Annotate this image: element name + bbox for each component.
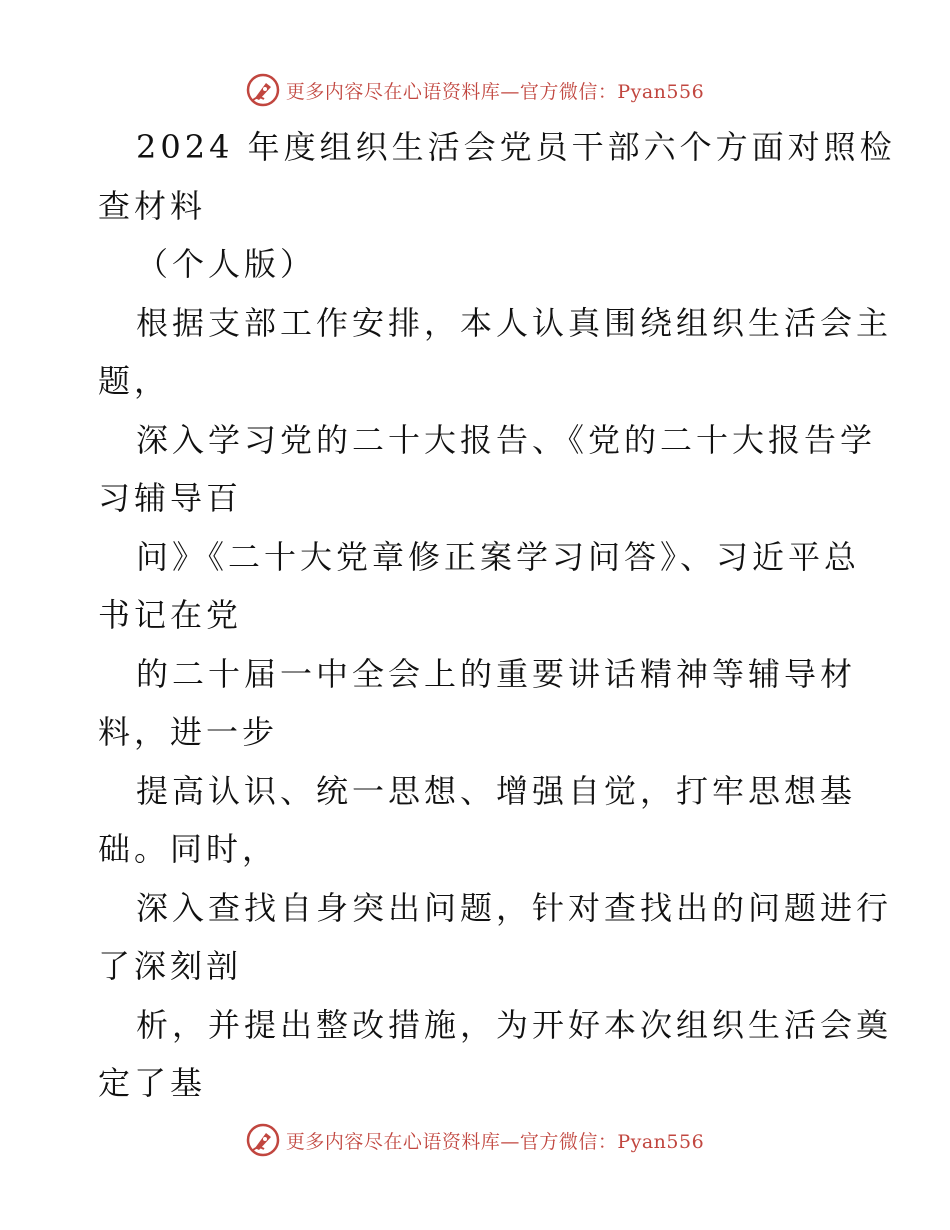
paragraph-line: 础。同时，: [98, 830, 279, 868]
paragraph-line: 深入查找自身突出问题，针对查找出的问题进行: [136, 888, 893, 927]
paragraph-line: 书记在党: [98, 596, 243, 634]
document-body: [98, 118, 896, 1113]
paragraph-line: 深入学习党的二十大报告、《党的二十大报告学: [136, 420, 877, 459]
paragraph-line: 料，进一步: [98, 713, 279, 751]
paragraph-line: 定了基: [98, 1064, 207, 1102]
paragraph-line: 习辅导百: [98, 479, 243, 517]
paragraph-line: 根据支部工作安排，本人认真围绕组织生活会主: [136, 303, 893, 342]
footer-watermark-banner: [0, 1120, 950, 1160]
paragraph-line: 析，并提出整改措施，为开好本次组织生活会奠: [136, 1005, 893, 1044]
header-watermark-banner: [0, 70, 950, 110]
paragraph-line: 的二十届一中全会上的重要讲话精神等辅导材: [136, 654, 857, 693]
paragraph-line: 题，: [98, 362, 171, 400]
paragraph-line: 提高认识、统一思想、增强自觉，打牢思想基: [136, 771, 857, 810]
pen-nib-logo-icon: [246, 1123, 280, 1157]
header-banner-text: 更多内容尽在心语资料库—官方微信：Pyan556: [285, 80, 705, 103]
paragraph-line: 了深刻剖: [98, 947, 243, 985]
paragraph-line: 问》《二十大党章修正案学习问答》、习近平总: [136, 537, 861, 576]
doc-title-line-1: 2024 年度组织生活会党员干部六个方面对照检: [136, 128, 896, 166]
doc-title-line-2: 查材料: [98, 186, 207, 225]
footer-banner-text: 更多内容尽在心语资料库—官方微信：Pyan556: [285, 1130, 705, 1153]
doc-subtitle: （个人版）: [136, 245, 317, 283]
pen-nib-logo-icon: [246, 73, 280, 107]
